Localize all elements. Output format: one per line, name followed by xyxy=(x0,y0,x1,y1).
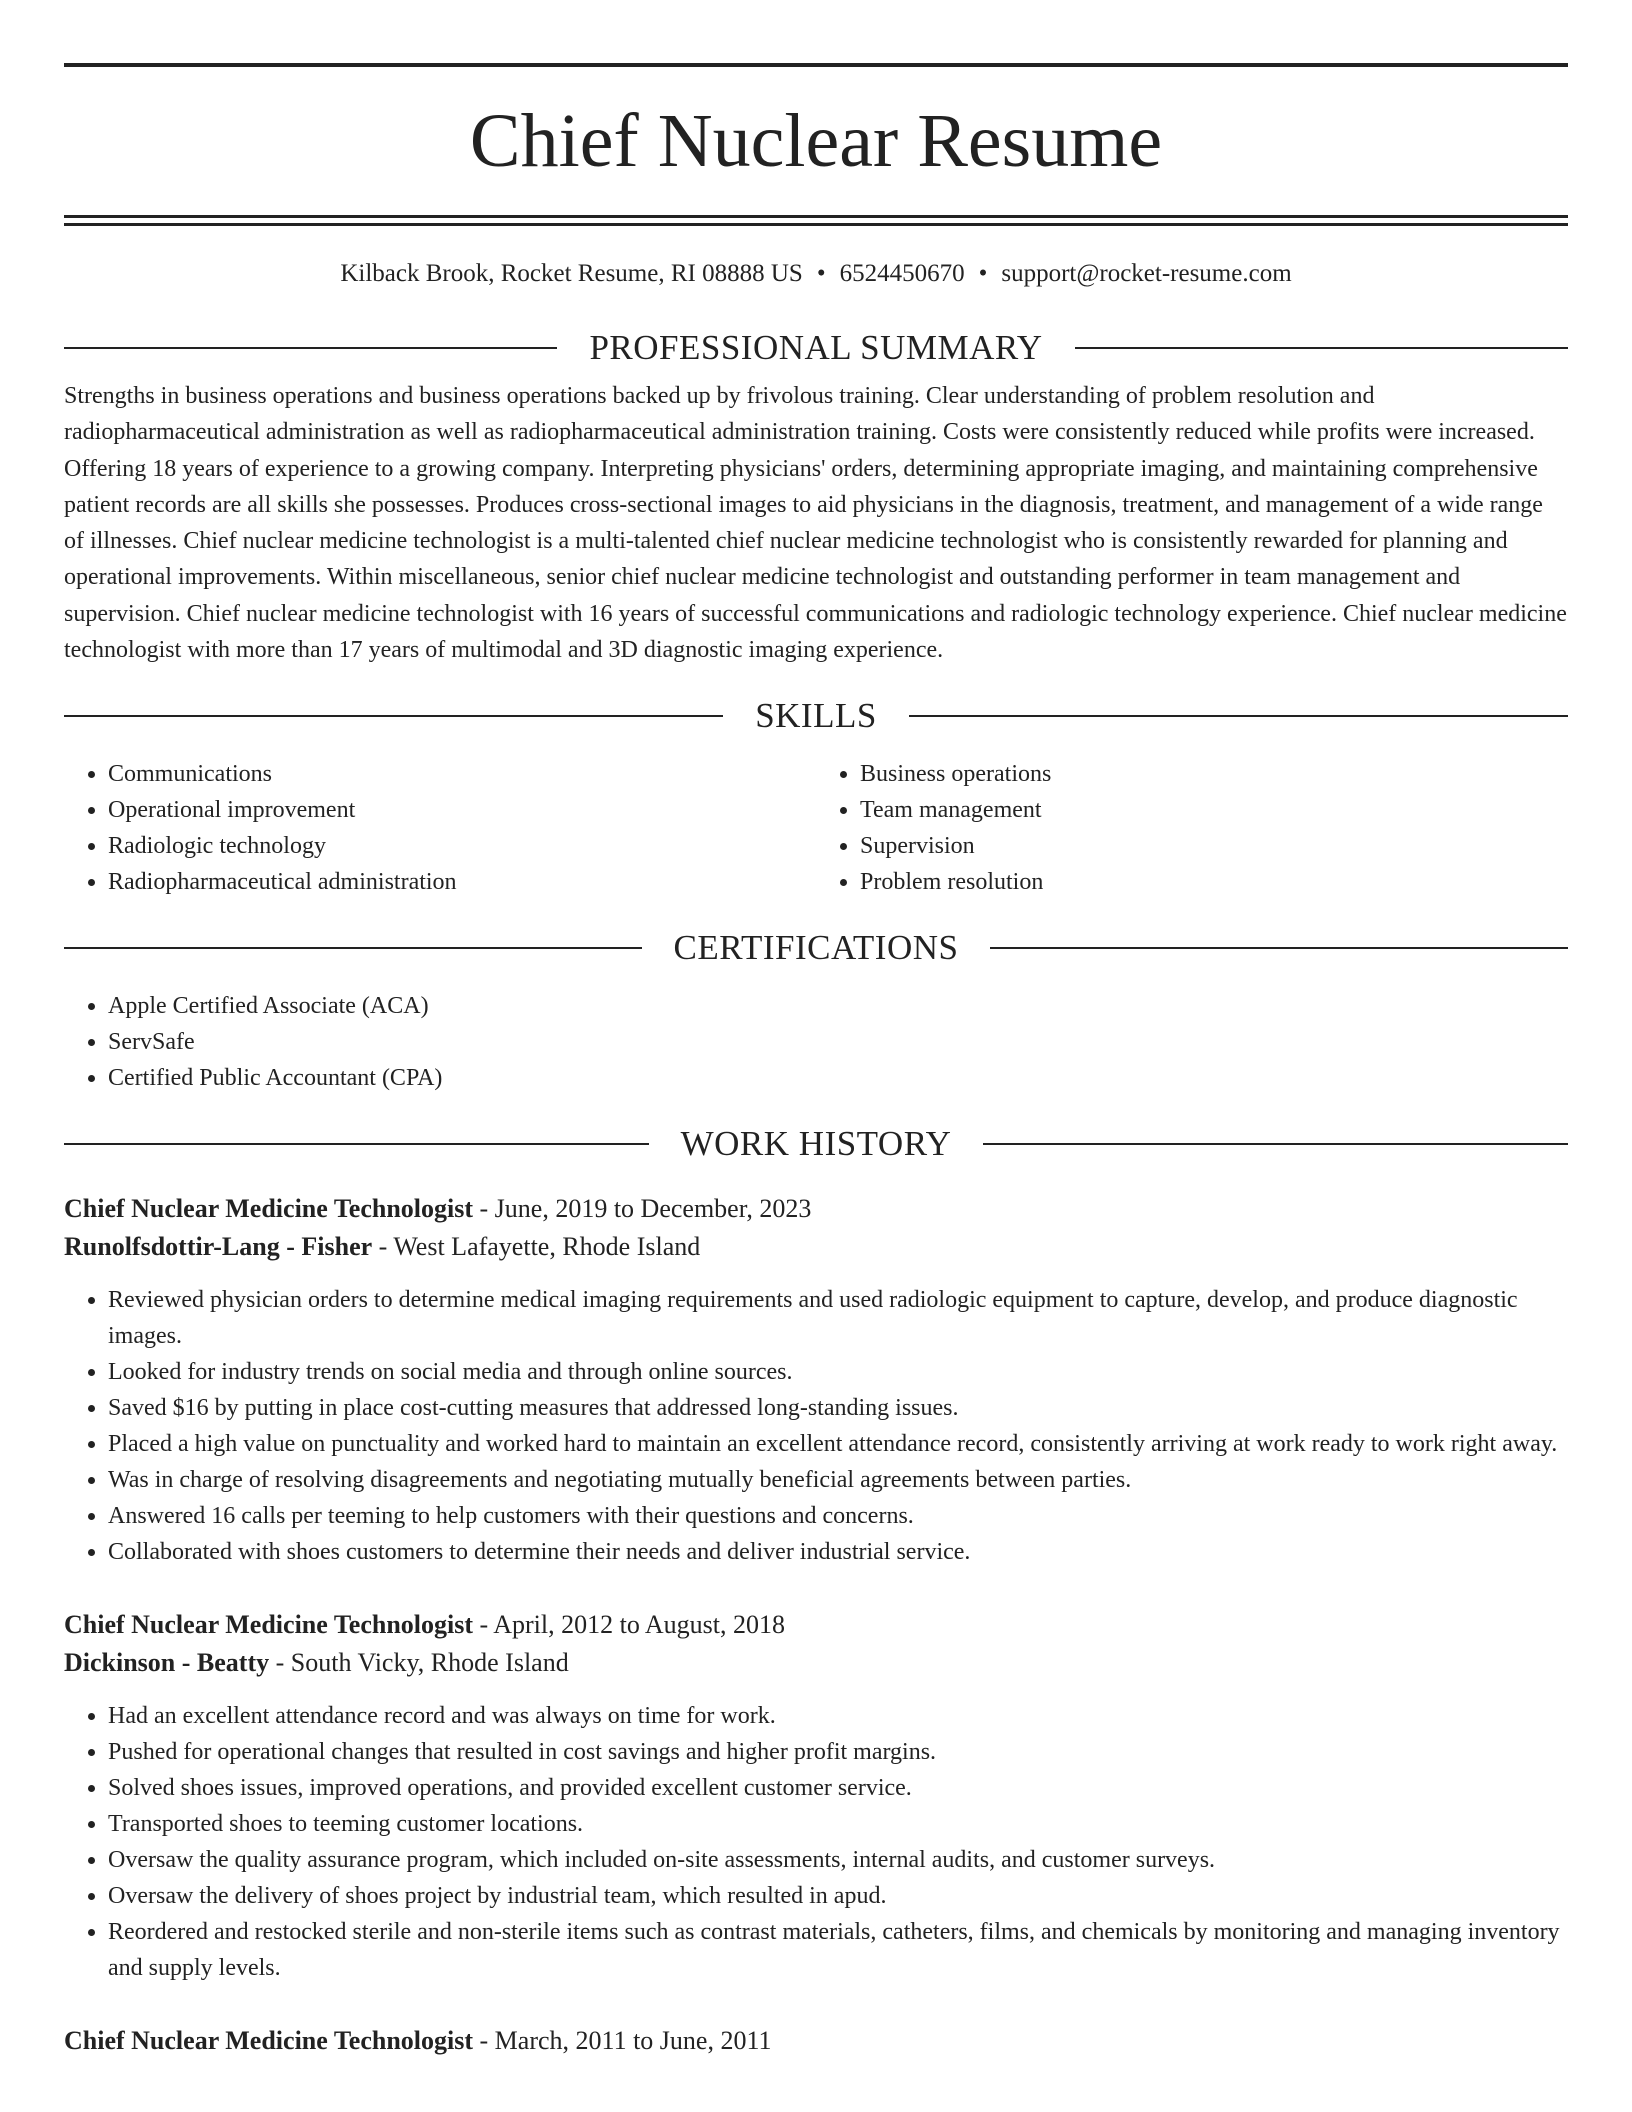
contact-email: support@rocket-resume.com xyxy=(1001,260,1292,287)
job-bullet: • Collaborated with shoes customers to determine their needs and deliver industrial service. xyxy=(108,1534,1568,1570)
contact-separator: • xyxy=(978,260,988,287)
certification-item: • Certified Public Accountant (CPA) xyxy=(108,1060,1568,1096)
job-role: Chief Nuclear Medicine Technologist xyxy=(64,2026,474,2056)
job-bullet: • Placed a high value on punctuality and worked hard to maintain an excellent attendance record, consistently arriving at work ready to work right away. xyxy=(108,1426,1568,1462)
title-double-rule xyxy=(64,215,1568,226)
job-bullet: • Transported shoes to teeming customer locations. xyxy=(108,1806,1568,1842)
job-bullet: • Solved shoes issues, improved operations, and provided excellent customer service. xyxy=(108,1770,1568,1806)
section-rule-left xyxy=(64,947,642,949)
skill-item: • Supervision xyxy=(860,828,1568,864)
skill-item: • Communications xyxy=(108,756,816,792)
job-dates: - April, 2012 to August, 2018 xyxy=(473,1610,786,1640)
job-bullet: • Oversaw the delivery of shoes project by industrial team, which resulted in apud. xyxy=(108,1878,1568,1914)
skill-item: • Radiologic technology xyxy=(108,828,816,864)
job-bullets xyxy=(64,1282,1568,1570)
skill-item: • Radiopharmaceutical administration xyxy=(108,864,816,900)
skill-item: • Team management xyxy=(860,792,1568,828)
section-rule-right xyxy=(909,715,1568,717)
section-header-skills xyxy=(64,696,1568,736)
contact-address: Kilback Brook, Rocket Resume, RI 08888 US xyxy=(340,260,803,287)
job-role: Chief Nuclear Medicine Technologist xyxy=(64,1610,474,1640)
job-bullet: • Pushed for operational changes that resulted in cost savings and higher profit margins. xyxy=(108,1734,1568,1770)
section-rule-right xyxy=(983,1143,1568,1145)
certification-item: • ServSafe xyxy=(108,1024,1568,1060)
section-rule-left xyxy=(64,347,557,349)
job-bullet: • Had an excellent attendance record and was always on time for work. xyxy=(108,1698,1568,1734)
job-bullet: • Reordered and restocked sterile and non-sterile items such as contrast materials, catheters, films, and chemicals by monitoring and managing inventory and supply levels. xyxy=(108,1914,1568,1986)
job-dates: - June, 2019 to December, 2023 xyxy=(473,1194,812,1224)
skills-column-left xyxy=(64,756,816,900)
certification-item: • Apple Certified Associate (ACA) xyxy=(108,988,1568,1024)
job-location: - West Lafayette, Rhode Island xyxy=(372,1232,701,1262)
professional-summary-text: Strengths in business operations and business operations backed up by frivolous training. Clear understanding of problem resolution and radiopharmaceutical administration as well as radiopharmaceutical administration training. Costs were consistently reduced while profits were increased. Offering 18 years of experience to a growing company. Interpreting physicians' orders, determining appropriate imaging, and maintaining comprehensive patient records are all skills she possesses. Produces cross-sectional images to aid physicians in the diagnosis, treatment, and management of a wide range of illnesses. Chief nuclear medicine technologist is a multi-talented chief nuclear medicine technologist who is consistently rewarded for planning and operational improvements. Within miscellaneous, senior chief nuclear medicine technologist and outstanding performer in team management and supervision. Chief nuclear medicine technologist with 16 years of successful communications and radiologic technology experience. Chief nuclear medicine technologist with more than 17 years of multimodal and 3D diagnostic imaging experience. xyxy=(64,383,1567,664)
job-company-line xyxy=(64,1644,1568,1682)
resume-title: Chief Nuclear Resume xyxy=(469,99,1163,183)
skills-column-right xyxy=(816,756,1568,900)
section-title-work-history: WORK HISTORY xyxy=(680,1124,952,1164)
contact-line xyxy=(64,254,1568,294)
job-entry xyxy=(64,2022,1568,2060)
section-rule-right xyxy=(1075,347,1568,349)
job-bullet: • Reviewed physician orders to determine medical imaging requirements and used radiologic equipment to capture, develop, and produce diagnostic images. xyxy=(108,1282,1568,1354)
job-bullet: • Answered 16 calls per teeming to help customers with their questions and concerns. xyxy=(108,1498,1568,1534)
job-bullet: • Looked for industry trends on social media and through online sources. xyxy=(108,1354,1568,1390)
section-title-certifications: CERTIFICATIONS xyxy=(673,928,959,968)
job-bullet: • Was in charge of resolving disagreements and negotiating mutually beneficial agreements between parties. xyxy=(108,1462,1568,1498)
skill-item: • Problem resolution xyxy=(860,864,1568,900)
certifications-list xyxy=(64,988,1568,1096)
job-bullet: • Saved $16 by putting in place cost-cutting measures that addressed long-standing issues. xyxy=(108,1390,1568,1426)
job-entry xyxy=(64,1606,1568,1986)
job-title-line xyxy=(64,1190,1568,1228)
skills-list xyxy=(64,756,1568,900)
job-title-line xyxy=(64,1606,1568,1644)
contact-phone: 6524450670 xyxy=(839,260,965,287)
top-rule xyxy=(64,63,1568,67)
job-bullets xyxy=(64,1698,1568,1986)
section-header-certifications xyxy=(64,928,1568,968)
section-header-work-history xyxy=(64,1124,1568,1164)
job-dates: - March, 2011 to June, 2011 xyxy=(473,2026,772,2056)
section-title-skills: SKILLS xyxy=(755,696,877,736)
job-entry xyxy=(64,1190,1568,1570)
resume-page xyxy=(64,0,1568,2060)
job-bullet: • Oversaw the quality assurance program, which included on-site assessments, internal audits, and customer surveys. xyxy=(108,1842,1568,1878)
section-rule-right xyxy=(990,947,1568,949)
skill-item: • Business operations xyxy=(860,756,1568,792)
section-header-summary xyxy=(64,328,1568,368)
job-role: Chief Nuclear Medicine Technologist xyxy=(64,1194,474,1224)
job-company-line xyxy=(64,1228,1568,1266)
job-company: Dickinson - Beatty xyxy=(64,1648,270,1678)
job-location: - South Vicky, Rhode Island xyxy=(269,1648,569,1678)
section-title-summary: PROFESSIONAL SUMMARY xyxy=(589,328,1043,367)
contact-separator: • xyxy=(816,260,826,287)
skill-item: • Operational improvement xyxy=(108,792,816,828)
section-rule-left xyxy=(64,715,723,717)
section-rule-left xyxy=(64,1143,649,1145)
job-title-line xyxy=(64,2022,1568,2060)
job-company: Runolfsdottir-Lang - Fisher xyxy=(64,1232,373,1262)
